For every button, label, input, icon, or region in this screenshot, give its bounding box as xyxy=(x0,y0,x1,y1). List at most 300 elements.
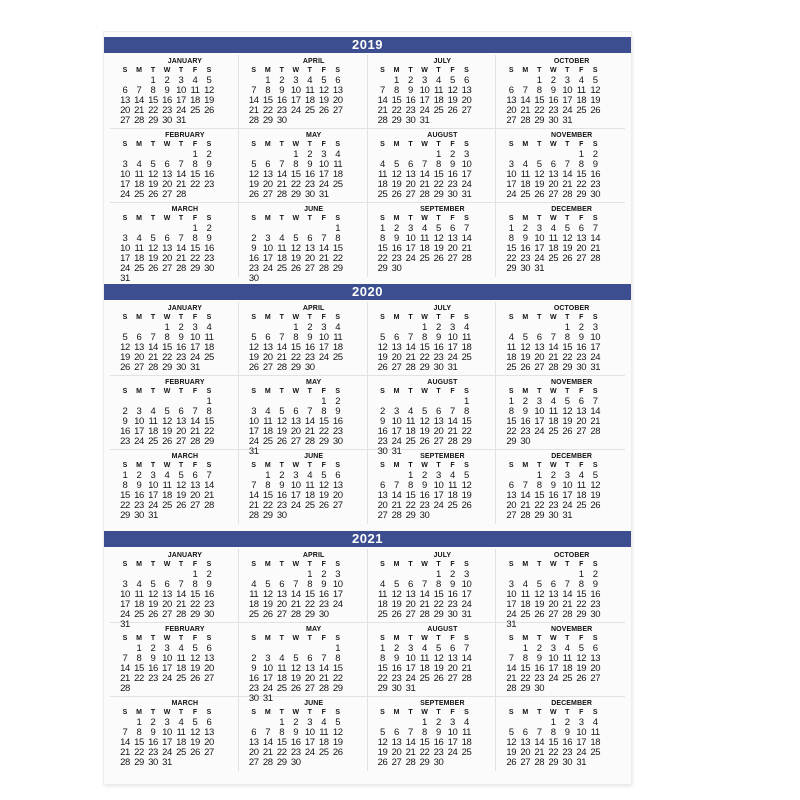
week-row xyxy=(504,718,619,728)
day-cell: 24 xyxy=(248,436,259,447)
day-cell: 20 xyxy=(304,253,315,264)
weekday-label: M xyxy=(522,314,529,321)
day-cell: 30 xyxy=(377,446,388,457)
day-cell: 7 xyxy=(122,653,128,664)
week-row xyxy=(376,471,490,481)
day-cell: 18 xyxy=(433,95,444,106)
day-cell: 20 xyxy=(204,737,214,748)
day-cell: 11 xyxy=(562,653,572,664)
day-cell: 14 xyxy=(419,169,430,180)
weekday-label: W xyxy=(549,67,557,74)
day-cell: 13 xyxy=(248,737,259,748)
day-cell: 30 xyxy=(405,115,416,126)
day-cell: 30 xyxy=(447,609,458,620)
day-cell: 9 xyxy=(164,85,170,96)
day-cell: 2 xyxy=(335,396,341,407)
weekday-label: F xyxy=(450,635,455,642)
day-cell: 10 xyxy=(590,332,601,343)
day-cell: 21 xyxy=(562,179,573,190)
day-cell: 19 xyxy=(120,352,130,363)
day-cell: 9 xyxy=(422,480,427,491)
month-name: MAY xyxy=(306,626,322,633)
day-cell: 6 xyxy=(307,233,313,244)
day-cell: 27 xyxy=(332,500,343,511)
weekday-label: M xyxy=(393,561,400,568)
day-cell: 7 xyxy=(136,85,142,96)
weekday-label: M xyxy=(136,314,142,321)
day-cell: 29 xyxy=(262,115,273,126)
day-cell: 1 xyxy=(380,223,385,234)
day-cell: 2 xyxy=(450,149,455,160)
weekday-label: T xyxy=(565,67,570,74)
month-name: JANUARY xyxy=(167,552,203,559)
day-cell: 23 xyxy=(204,599,214,610)
week-row xyxy=(247,76,361,86)
day-cell: 22 xyxy=(506,253,517,264)
day-cell: 14 xyxy=(248,490,259,501)
weekday-label: S xyxy=(122,635,128,642)
weekday-label: T xyxy=(279,561,284,568)
day-cell xyxy=(289,511,303,521)
year-block-2019 xyxy=(104,37,631,284)
day-cell: 11 xyxy=(548,233,558,244)
day-cell: 17 xyxy=(120,599,130,610)
day-cell: 8 xyxy=(380,233,385,244)
day-cell: 12 xyxy=(148,589,158,600)
year-label: 2020 xyxy=(352,284,383,299)
day-cell: 7 xyxy=(251,480,257,491)
day-cell: 11 xyxy=(333,159,343,170)
day-cell: 14 xyxy=(248,95,259,106)
day-cell: 20 xyxy=(576,416,587,427)
day-cell: 16 xyxy=(562,737,573,748)
week-row xyxy=(504,264,619,274)
day-cell: 3 xyxy=(450,717,455,728)
day-cell: 13 xyxy=(162,243,172,254)
day-cell: 24 xyxy=(405,673,416,684)
week-row xyxy=(118,437,232,447)
day-cell: 17 xyxy=(162,663,172,674)
day-cell: 22 xyxy=(534,500,545,511)
week-row xyxy=(118,397,232,407)
week-row xyxy=(504,363,619,373)
day-cell: 4 xyxy=(464,717,469,728)
day-cell: 27 xyxy=(304,683,315,694)
day-cell: 1 xyxy=(192,569,198,580)
day-cell: 11 xyxy=(134,243,144,254)
day-cell: 5 xyxy=(150,233,156,244)
month-name: MAY xyxy=(306,379,322,386)
day-cell xyxy=(174,274,188,284)
day-cell: 12 xyxy=(148,169,158,180)
day-cell: 25 xyxy=(332,352,343,363)
day-cell: 11 xyxy=(134,589,144,600)
day-cell: 25 xyxy=(204,352,214,363)
months-grid xyxy=(110,55,625,284)
weekday-label: T xyxy=(537,709,542,716)
day-cell: 7 xyxy=(408,332,413,343)
day-cell: 14 xyxy=(562,169,573,180)
day-cell: 1 xyxy=(578,569,584,580)
month-name: JULY xyxy=(433,305,452,312)
day-cell: 26 xyxy=(318,105,329,116)
day-cell: 23 xyxy=(148,747,158,758)
week-row xyxy=(376,323,490,333)
day-cell xyxy=(546,437,560,447)
day-cell: 23 xyxy=(276,105,287,116)
day-cell xyxy=(574,437,588,447)
month-name: FEBRUARY xyxy=(165,132,205,139)
day-cell: 15 xyxy=(148,95,158,106)
weekday-label: S xyxy=(251,215,257,222)
day-cell: 1 xyxy=(150,75,156,86)
day-cell: 26 xyxy=(576,673,587,684)
day-cell: 26 xyxy=(120,362,130,373)
weekday-label: S xyxy=(206,141,212,148)
day-cell: 12 xyxy=(276,416,287,427)
day-cell: 6 xyxy=(164,579,170,590)
month-name: JANUARY xyxy=(167,305,203,312)
weekday-label: S xyxy=(508,215,514,222)
week-row xyxy=(118,363,232,373)
weekday-label: T xyxy=(150,561,156,568)
day-cell: 21 xyxy=(590,243,601,254)
day-cell xyxy=(588,116,602,126)
weekday-label: S xyxy=(380,635,385,642)
day-cell: 12 xyxy=(332,727,343,738)
day-cell: 29 xyxy=(148,115,158,126)
day-cell: 26 xyxy=(290,263,301,274)
day-cell: 15 xyxy=(391,95,402,106)
day-cell: 30 xyxy=(433,757,444,768)
day-cell: 1 xyxy=(436,569,441,580)
day-cell: 23 xyxy=(204,179,214,190)
day-cell: 10 xyxy=(461,159,472,170)
day-cell: 20 xyxy=(405,599,416,610)
weekday-label: F xyxy=(321,141,326,148)
day-cell: 13 xyxy=(506,490,517,501)
weekday-label: M xyxy=(522,215,529,222)
day-cell: 26 xyxy=(332,747,343,758)
weekday-label: F xyxy=(192,561,198,568)
day-cell: 9 xyxy=(550,480,556,491)
day-cell: 23 xyxy=(391,673,402,684)
weekday-label: M xyxy=(136,561,142,568)
day-cell: 6 xyxy=(550,159,556,170)
weekday-label: T xyxy=(565,635,570,642)
day-cell: 5 xyxy=(293,233,299,244)
day-cell: 10 xyxy=(262,663,273,674)
day-cell: 22 xyxy=(433,179,444,190)
day-cell: 15 xyxy=(562,342,573,353)
day-cell: 30 xyxy=(548,115,559,126)
day-cell: 3 xyxy=(464,149,469,160)
weekday-label: F xyxy=(321,709,326,716)
day-cell: 13 xyxy=(304,663,315,674)
day-cell: 9 xyxy=(279,480,285,491)
day-cell: 3 xyxy=(408,223,413,234)
day-cell: 28 xyxy=(148,362,158,373)
weekday-label: W xyxy=(163,215,171,222)
day-cell: 8 xyxy=(192,233,198,244)
day-cell xyxy=(202,274,216,284)
day-cell: 28 xyxy=(590,253,601,264)
day-cell: 12 xyxy=(290,663,301,674)
day-cell: 22 xyxy=(332,673,343,684)
day-cell: 10 xyxy=(162,653,172,664)
day-cell: 23 xyxy=(134,500,144,511)
day-cell: 26 xyxy=(248,362,259,373)
weekday-label: W xyxy=(163,635,171,642)
weekday-label: M xyxy=(522,462,529,469)
day-cell: 3 xyxy=(408,643,413,654)
weekday-label: S xyxy=(508,67,514,74)
weekday-label: T xyxy=(150,635,156,642)
weekday-header xyxy=(118,708,232,718)
day-cell: 4 xyxy=(164,470,170,481)
day-cell xyxy=(146,684,160,694)
day-cell: 29 xyxy=(134,757,144,768)
day-cell: 16 xyxy=(548,95,559,106)
day-cell: 1 xyxy=(536,470,542,481)
day-cell: 23 xyxy=(120,436,130,447)
weekday-label: F xyxy=(192,215,198,222)
day-cell: 19 xyxy=(590,490,601,501)
weekday-label: T xyxy=(150,388,156,395)
day-cell xyxy=(560,437,574,447)
weekday-label: T xyxy=(150,67,156,74)
day-cell: 21 xyxy=(506,673,517,684)
day-cell: 28 xyxy=(590,426,601,437)
day-cell: 30 xyxy=(304,362,315,373)
day-cell: 2 xyxy=(564,717,570,728)
day-cell: 2 xyxy=(136,470,142,481)
day-cell: 27 xyxy=(405,609,416,620)
day-cell: 19 xyxy=(433,243,444,254)
day-cell: 1 xyxy=(136,643,142,654)
day-cell: 1 xyxy=(536,75,542,86)
weekday-label: W xyxy=(549,141,557,148)
month-name: AUGUST xyxy=(427,132,458,139)
day-cell: 13 xyxy=(576,233,587,244)
day-cell: 15 xyxy=(405,490,416,501)
weekday-label: F xyxy=(579,141,584,148)
day-cell: 18 xyxy=(248,599,259,610)
weekday-label: W xyxy=(421,67,428,74)
day-cell: 8 xyxy=(536,85,542,96)
day-cell: 23 xyxy=(433,352,444,363)
day-cell: 3 xyxy=(136,406,142,417)
day-cell: 15 xyxy=(304,589,315,600)
day-cell: 16 xyxy=(318,589,329,600)
day-cell: 28 xyxy=(204,500,214,511)
weekday-label: T xyxy=(279,635,284,642)
day-cell: 17 xyxy=(318,169,329,180)
day-cell: 26 xyxy=(562,253,573,264)
day-cell: 2 xyxy=(550,470,556,481)
weekday-header xyxy=(504,140,619,150)
day-cell: 15 xyxy=(204,416,214,427)
day-cell: 14 xyxy=(120,663,130,674)
day-cell: 18 xyxy=(562,663,573,674)
day-cell: 7 xyxy=(150,332,156,343)
day-cell: 30 xyxy=(590,189,601,200)
day-cell: 28 xyxy=(318,683,329,694)
day-cell: 25 xyxy=(548,253,559,264)
day-cell: 1 xyxy=(293,149,299,160)
weekday-label: S xyxy=(122,215,128,222)
day-cell: 3 xyxy=(508,159,514,170)
day-cell: 17 xyxy=(447,342,458,353)
day-cell: 26 xyxy=(377,757,388,768)
weekday-label: T xyxy=(537,388,542,395)
year-banner xyxy=(104,37,631,53)
weekday-label: W xyxy=(549,215,557,222)
day-cell: 24 xyxy=(290,105,301,116)
day-cell: 2 xyxy=(522,396,528,407)
day-cell: 13 xyxy=(405,169,416,180)
day-cell: 27 xyxy=(576,426,587,437)
day-cell: 30 xyxy=(447,189,458,200)
day-cell: 5 xyxy=(564,223,570,234)
day-cell: 25 xyxy=(562,673,573,684)
day-cell: 18 xyxy=(461,737,472,748)
weekday-label: M xyxy=(522,388,529,395)
day-cell: 16 xyxy=(148,737,158,748)
weekday-header xyxy=(247,140,361,150)
day-cell: 9 xyxy=(564,727,570,738)
day-cell: 22 xyxy=(534,105,545,116)
weekday-label: T xyxy=(279,709,284,716)
day-cell: 17 xyxy=(447,737,458,748)
day-cell: 10 xyxy=(447,727,458,738)
day-cell xyxy=(446,116,460,126)
weekday-label: W xyxy=(292,388,300,395)
day-cell: 5 xyxy=(536,579,542,590)
day-cell: 8 xyxy=(564,332,570,343)
day-cell: 3 xyxy=(564,470,570,481)
day-cell: 27 xyxy=(176,436,186,447)
day-cell: 5 xyxy=(265,579,271,590)
weekday-label: S xyxy=(464,388,469,395)
weekday-label: W xyxy=(421,635,428,642)
day-cell: 14 xyxy=(461,653,472,664)
day-cell: 28 xyxy=(506,683,517,694)
day-cell xyxy=(174,511,188,521)
day-cell: 6 xyxy=(394,727,399,738)
day-cell: 14 xyxy=(148,342,158,353)
day-cell: 21 xyxy=(419,599,430,610)
day-cell: 21 xyxy=(377,105,388,116)
day-cell: 20 xyxy=(332,95,343,106)
day-cell: 11 xyxy=(405,416,416,427)
weekday-label: W xyxy=(163,67,171,74)
weekday-label: T xyxy=(307,635,312,642)
day-cell: 29 xyxy=(419,362,430,373)
day-cell: 1 xyxy=(335,643,341,654)
day-cell: 8 xyxy=(536,480,542,491)
day-cell: 2 xyxy=(450,569,455,580)
day-cell: 4 xyxy=(550,223,556,234)
day-cell: 1 xyxy=(436,149,441,160)
weekday-label: F xyxy=(450,462,455,469)
weekday-label: W xyxy=(421,561,428,568)
day-cell: 3 xyxy=(592,322,598,333)
weekday-label: M xyxy=(393,314,400,321)
day-cell: 25 xyxy=(461,352,472,363)
day-cell: 20 xyxy=(332,490,343,501)
day-cell xyxy=(331,758,345,768)
weekday-label: M xyxy=(136,388,142,395)
day-cell: 31 xyxy=(461,189,472,200)
day-cell: 18 xyxy=(590,737,601,748)
weekday-label: T xyxy=(565,462,570,469)
week-row xyxy=(118,150,232,160)
day-cell: 9 xyxy=(578,332,584,343)
week-row xyxy=(376,224,490,234)
day-cell: 13 xyxy=(377,490,388,501)
day-cell: 17 xyxy=(290,490,301,501)
day-cell: 30 xyxy=(204,609,214,620)
week-row xyxy=(247,437,361,447)
day-cell: 30 xyxy=(304,189,315,200)
day-cell: 27 xyxy=(204,673,214,684)
day-cell: 13 xyxy=(447,233,458,244)
day-cell: 7 xyxy=(564,159,570,170)
weekday-label: F xyxy=(579,215,584,222)
weekday-label: T xyxy=(436,67,441,74)
day-cell: 22 xyxy=(162,352,172,363)
day-cell: 5 xyxy=(578,643,584,654)
week-row xyxy=(376,190,490,200)
day-cell: 5 xyxy=(464,470,469,481)
weekday-label: W xyxy=(421,141,428,148)
month-name: MARCH xyxy=(171,700,199,707)
month-september xyxy=(368,203,497,277)
month-june xyxy=(239,450,368,524)
day-cell: 30 xyxy=(204,263,214,274)
day-cell: 12 xyxy=(190,727,200,738)
day-cell xyxy=(460,758,474,768)
day-cell: 1 xyxy=(564,322,570,333)
day-cell: 18 xyxy=(548,243,559,254)
day-cell: 27 xyxy=(162,263,172,274)
week-row xyxy=(118,610,232,620)
day-cell: 10 xyxy=(262,243,273,254)
weekday-header xyxy=(118,461,232,471)
day-cell: 15 xyxy=(506,416,517,427)
weekday-label: W xyxy=(421,314,428,321)
day-cell: 15 xyxy=(262,490,273,501)
weekday-label: S xyxy=(380,314,385,321)
day-cell: 25 xyxy=(461,747,472,758)
weekday-label: T xyxy=(178,635,184,642)
day-cell: 16 xyxy=(405,95,416,106)
day-cell: 18 xyxy=(204,342,214,353)
day-cell: 3 xyxy=(265,653,271,664)
week-row xyxy=(376,610,490,620)
day-cell: 11 xyxy=(520,169,530,180)
day-cell xyxy=(331,190,345,200)
day-cell: 2 xyxy=(150,717,156,728)
week-row xyxy=(118,224,232,234)
day-cell: 30 xyxy=(248,273,259,284)
day-cell: 2 xyxy=(422,470,427,481)
day-cell: 16 xyxy=(276,490,287,501)
day-cell: 13 xyxy=(276,589,287,600)
week-row xyxy=(376,684,490,694)
day-cell: 29 xyxy=(190,609,200,620)
